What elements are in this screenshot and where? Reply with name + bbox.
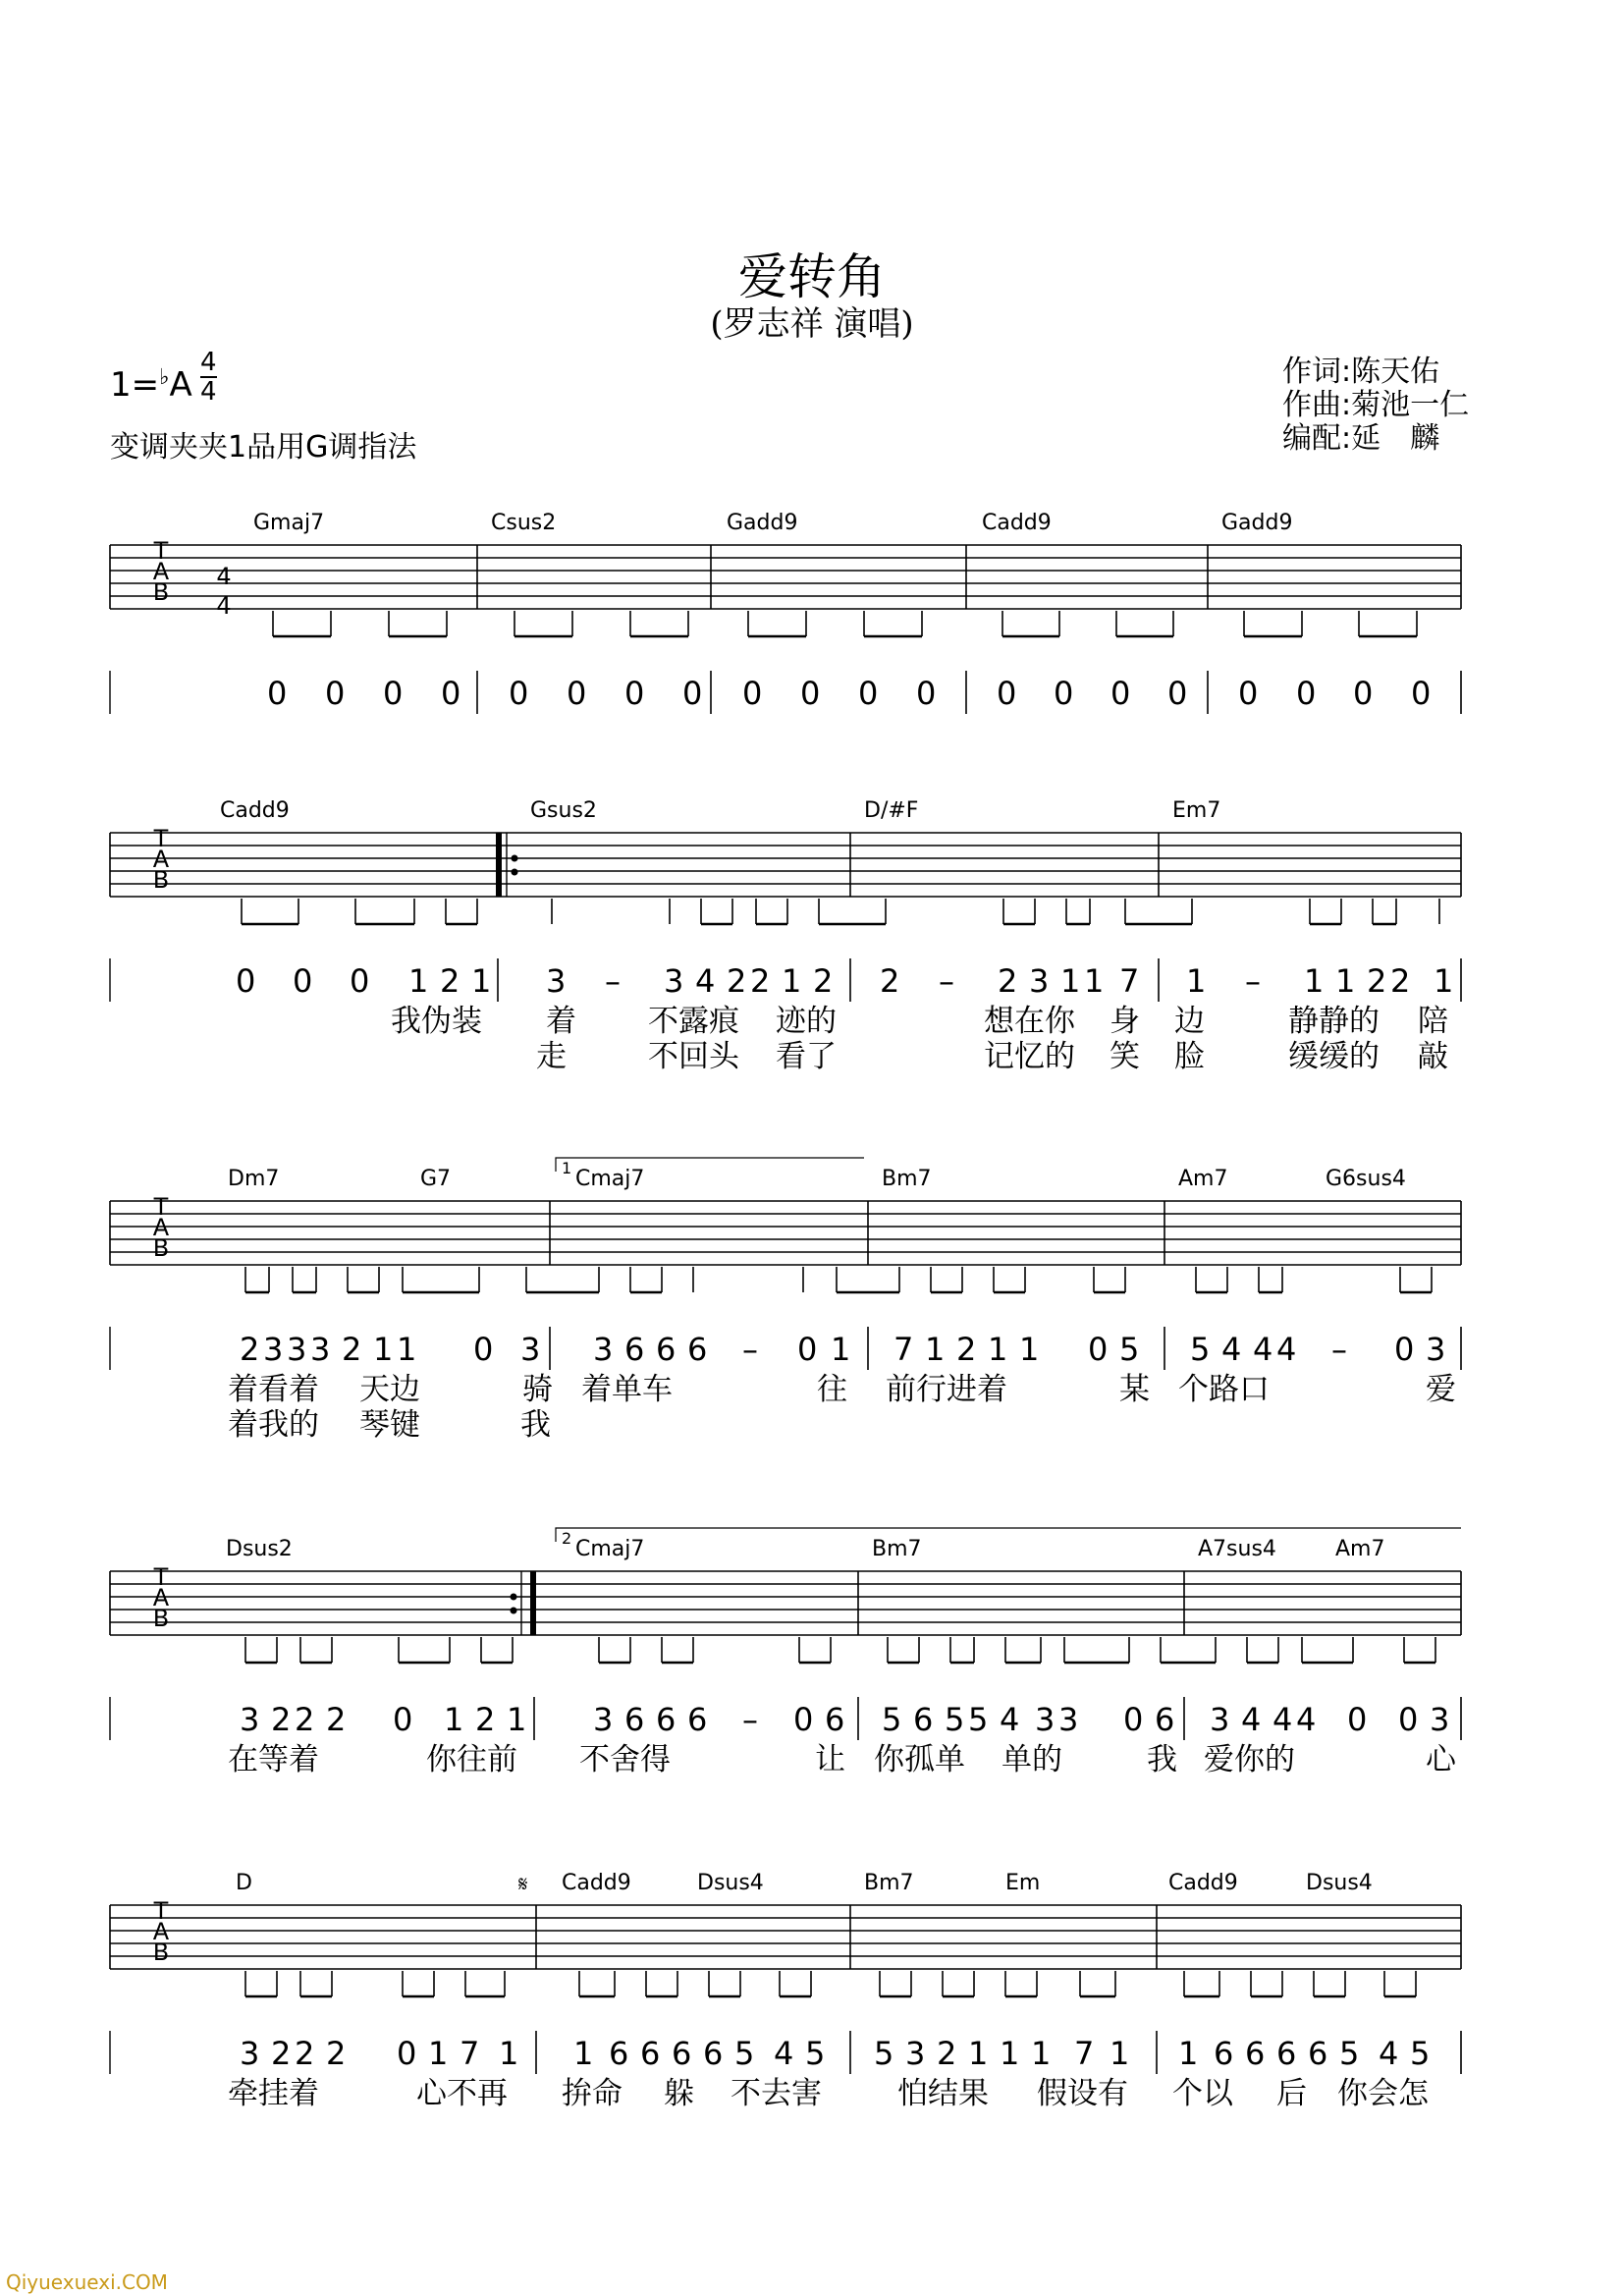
jianpu-note: 4 bbox=[1296, 1701, 1317, 1738]
tab-clef-letter: A bbox=[152, 1584, 170, 1611]
jianpu-note: 0 bbox=[682, 675, 703, 712]
volta-bracket bbox=[556, 1528, 1461, 1542]
tab-time-top: 4 bbox=[216, 563, 232, 590]
jianpu-note: 3 bbox=[593, 1701, 614, 1738]
jianpu-note: 3 bbox=[263, 1331, 284, 1368]
tab-clef-letter: T bbox=[153, 537, 169, 565]
lyric-verse1: 牵挂着 bbox=[228, 2076, 319, 2111]
jianpu-note: 6 bbox=[1155, 1701, 1175, 1738]
jianpu-note: 1 bbox=[408, 962, 429, 1000]
lyric-verse1: 着看着 bbox=[228, 1372, 319, 1407]
jianpu-note: 0 bbox=[397, 2035, 417, 2072]
jianpu-note: 0 bbox=[383, 675, 404, 712]
lyric-verse2: 看了 bbox=[776, 1039, 837, 1074]
jianpu-note: 5 bbox=[1190, 1331, 1211, 1368]
jianpu-note: 2 bbox=[271, 1701, 292, 1738]
jianpu-note: 2 bbox=[750, 962, 771, 1000]
jianpu-note: 0 bbox=[1411, 675, 1432, 712]
lyric-verse2: 着我的 bbox=[228, 1407, 319, 1443]
lyric-verse1: 不去害 bbox=[731, 2076, 822, 2111]
chord-symbol: Bm7 bbox=[882, 1167, 932, 1191]
lyric-verse2: 脸 bbox=[1174, 1039, 1205, 1074]
jianpu-note: 3 bbox=[1430, 1701, 1450, 1738]
repeat-start-thick-bar bbox=[496, 833, 502, 897]
tab-clef-letter: A bbox=[152, 846, 170, 873]
chord-symbol: Dm7 bbox=[228, 1167, 280, 1191]
jianpu-note: 4 bbox=[1253, 1331, 1273, 1368]
chord-symbol: Dsus2 bbox=[226, 1537, 293, 1561]
lyric-verse1: 个路口 bbox=[1178, 1372, 1270, 1407]
jianpu-note: 3 bbox=[520, 1331, 541, 1368]
jianpu-note: 1 bbox=[1110, 2035, 1130, 2072]
chord-symbol: Cadd9 bbox=[220, 798, 290, 823]
jianpu-note: 1 bbox=[428, 2035, 449, 2072]
chord-symbol: Bm7 bbox=[872, 1537, 922, 1561]
jianpu-note: 1 bbox=[1060, 962, 1081, 1000]
jianpu-note: 5 bbox=[968, 1701, 989, 1738]
jianpu-note: 2 bbox=[998, 962, 1018, 1000]
jianpu-note: 2 bbox=[956, 1331, 977, 1368]
repeat-dot bbox=[511, 1594, 517, 1601]
jianpu-note: 6 bbox=[672, 2035, 692, 2072]
jianpu-note: 7 bbox=[1074, 2035, 1095, 2072]
jianpu-note: 0 bbox=[1088, 1331, 1109, 1368]
chord-symbol: Cadd9 bbox=[1168, 1871, 1238, 1895]
jianpu-note: 0 bbox=[441, 675, 461, 712]
song-title: 爱转角 bbox=[738, 248, 886, 305]
lyric-verse2: 记忆的 bbox=[984, 1039, 1075, 1074]
tab-clef-letter: B bbox=[152, 1234, 170, 1262]
lyric-verse1: 着 bbox=[546, 1004, 576, 1039]
chord-symbol: Em bbox=[1005, 1871, 1041, 1895]
jianpu-note: 0 bbox=[325, 675, 346, 712]
jianpu-note: 1 bbox=[1084, 962, 1105, 1000]
jianpu-note: 5 bbox=[1339, 2035, 1360, 2072]
jianpu-note: 1 bbox=[1031, 2035, 1052, 2072]
chord-symbol: Csus2 bbox=[491, 511, 557, 535]
tab-clef-letter: B bbox=[152, 1939, 170, 1966]
jianpu-note: 2 bbox=[1367, 962, 1387, 1000]
jianpu-note: 6 bbox=[656, 1331, 677, 1368]
jianpu-note: 4 bbox=[695, 962, 716, 1000]
jianpu-note: 0 bbox=[1347, 1701, 1368, 1738]
jianpu-note: 3 bbox=[664, 962, 684, 1000]
repeat-dot bbox=[512, 855, 518, 862]
jianpu-note: 3 bbox=[240, 2035, 260, 2072]
jianpu-note: 7 bbox=[893, 1331, 914, 1368]
jianpu-note: 6 bbox=[1214, 2035, 1234, 2072]
jianpu-note: 1 bbox=[499, 2035, 519, 2072]
jianpu-note: 5 bbox=[1410, 2035, 1431, 2072]
jianpu-note: 6 bbox=[703, 2035, 724, 2072]
jianpu-note: 0 bbox=[293, 962, 313, 1000]
lyric-verse2: 敲 bbox=[1418, 1039, 1448, 1074]
jianpu-note: 1 bbox=[397, 1331, 417, 1368]
composer: 作曲:菊池一仁 bbox=[1282, 388, 1470, 422]
lyric-verse1: 在等着 bbox=[228, 1742, 319, 1777]
jianpu-note: 0 bbox=[509, 675, 529, 712]
jianpu-note: 6 bbox=[913, 1701, 934, 1738]
lyric-verse1: 着单车 bbox=[581, 1372, 673, 1407]
tab-clef-letter: T bbox=[153, 1563, 169, 1591]
jianpu-note: 2 bbox=[1390, 962, 1411, 1000]
jianpu-note: 4 bbox=[1221, 1331, 1242, 1368]
lyric-verse1: 骑 bbox=[522, 1372, 553, 1407]
jianpu-note: – bbox=[742, 1701, 758, 1738]
jianpu-note: 0 bbox=[1054, 675, 1074, 712]
jianpu-note: 2 bbox=[727, 962, 747, 1000]
lyric-verse1: 前行进着 bbox=[886, 1372, 1007, 1407]
jianpu-note: 4 bbox=[1272, 1701, 1293, 1738]
jianpu-note: 3 bbox=[1210, 1701, 1230, 1738]
jianpu-note: – bbox=[1245, 962, 1261, 1000]
jianpu-note: 0 bbox=[1123, 1701, 1144, 1738]
jianpu-note: 5 bbox=[805, 2035, 826, 2072]
jianpu-note: 0 bbox=[1167, 675, 1188, 712]
jianpu-note: 2 bbox=[880, 962, 900, 1000]
chord-symbol: Am7 bbox=[1178, 1167, 1228, 1191]
jianpu-note: 0 bbox=[1110, 675, 1131, 712]
lyric-verse1: 我伪装 bbox=[391, 1004, 482, 1039]
chord-symbol: A7sus4 bbox=[1198, 1537, 1276, 1561]
lyric-verse2: 不回头 bbox=[648, 1039, 739, 1074]
lyric-verse1: 你会怎 bbox=[1337, 2076, 1429, 2111]
jianpu-note: 1 bbox=[1434, 962, 1454, 1000]
volta-number: 1 bbox=[562, 1159, 572, 1177]
jianpu-note: – bbox=[742, 1331, 758, 1368]
jianpu-note: – bbox=[605, 962, 621, 1000]
jianpu-note: 0 bbox=[350, 962, 370, 1000]
tab-clef-letter: A bbox=[152, 558, 170, 585]
jianpu-note: 1 bbox=[573, 2035, 594, 2072]
jianpu-note: 5 bbox=[1119, 1331, 1140, 1368]
jianpu-note: 6 bbox=[687, 1331, 708, 1368]
time-signature-bottom: 4 bbox=[200, 377, 217, 407]
site-watermark: Qiyuexuexi.COM bbox=[6, 2270, 168, 2294]
jianpu-note: 6 bbox=[656, 1701, 677, 1738]
jianpu-note: 6 bbox=[687, 1701, 708, 1738]
chord-symbol: Gmaj7 bbox=[253, 511, 325, 535]
lyric-verse1: 往 bbox=[817, 1372, 847, 1407]
jianpu-note: 0 bbox=[1398, 1701, 1419, 1738]
jianpu-note: 1 bbox=[1304, 962, 1325, 1000]
lyric-verse1: 不舍得 bbox=[579, 1742, 671, 1777]
jianpu-note: 6 bbox=[624, 1701, 645, 1738]
jianpu-note: 4 bbox=[1276, 1331, 1297, 1368]
jianpu-note: 6 bbox=[825, 1701, 845, 1738]
chord-symbol: D bbox=[236, 1871, 252, 1895]
chord-symbol: G6sus4 bbox=[1326, 1167, 1406, 1191]
lyric-verse1: 静静的 bbox=[1288, 1004, 1380, 1039]
tab-clef-letter: T bbox=[153, 1897, 169, 1925]
tab-clef-letter: B bbox=[152, 578, 170, 606]
jianpu-note: 2 bbox=[295, 2035, 315, 2072]
jianpu-note: 1 bbox=[925, 1331, 946, 1368]
jianpu-note: 1 bbox=[444, 1701, 464, 1738]
lyric-verse1: 假设有 bbox=[1037, 2076, 1128, 2111]
jianpu-note: 1 bbox=[471, 962, 492, 1000]
jianpu-note: 6 bbox=[609, 2035, 629, 2072]
jianpu-note: 3 bbox=[240, 1701, 260, 1738]
jianpu-note: 6 bbox=[1245, 2035, 1266, 2072]
jianpu-note: 1 bbox=[373, 1331, 394, 1368]
jianpu-note: 0 bbox=[997, 675, 1017, 712]
jianpu-note: 5 bbox=[882, 1701, 902, 1738]
jianpu-note: 0 bbox=[267, 675, 288, 712]
lyric-verse1: 身 bbox=[1110, 1004, 1140, 1039]
time-signature-top: 4 bbox=[200, 348, 217, 377]
jianpu-note: 2 bbox=[295, 1701, 315, 1738]
jianpu-note: 0 bbox=[1296, 675, 1317, 712]
volta-number: 2 bbox=[562, 1529, 572, 1548]
jianpu-note: 1 bbox=[968, 2035, 989, 2072]
jianpu-note: 6 bbox=[624, 1331, 645, 1368]
jianpu-note: 1 bbox=[831, 1331, 851, 1368]
lyric-verse1: 个以 bbox=[1172, 2076, 1233, 2111]
jianpu-note: 6 bbox=[640, 2035, 661, 2072]
jianpu-note: 7 bbox=[1119, 962, 1140, 1000]
jianpu-note: 0 bbox=[1394, 1331, 1415, 1368]
jianpu-note: 1 bbox=[1019, 1331, 1040, 1368]
lyric-verse2: 缓缓的 bbox=[1288, 1039, 1380, 1074]
lyric-verse2: 琴键 bbox=[359, 1407, 420, 1443]
jianpu-note: 2 bbox=[813, 962, 834, 1000]
jianpu-note: 0 bbox=[797, 1331, 818, 1368]
lyric-verse1: 想在你 bbox=[984, 1004, 1075, 1039]
jianpu-note: 0 bbox=[916, 675, 937, 712]
jianpu-note: 0 bbox=[236, 962, 256, 1000]
jianpu-note: 4 bbox=[1000, 1701, 1020, 1738]
tab-clef-letter: T bbox=[153, 1193, 169, 1221]
tab-clef-letter: B bbox=[152, 1605, 170, 1632]
jianpu-note: 2 bbox=[440, 962, 460, 1000]
lyric-verse2: 我 bbox=[520, 1407, 551, 1443]
chord-symbol: Cadd9 bbox=[562, 1871, 631, 1895]
lyric-verse1: 陪 bbox=[1418, 1004, 1448, 1039]
jianpu-note: 0 bbox=[858, 675, 879, 712]
repeat-end-thick-bar bbox=[530, 1571, 536, 1635]
jianpu-note: 0 bbox=[393, 1701, 413, 1738]
lyric-verse1: 我 bbox=[1147, 1742, 1177, 1777]
lyric-verse1: 某 bbox=[1119, 1372, 1150, 1407]
jianpu-note: 6 bbox=[1308, 2035, 1328, 2072]
chord-symbol: Dsus4 bbox=[697, 1871, 764, 1895]
jianpu-note: 1 bbox=[1000, 2035, 1020, 2072]
jianpu-note: 1 bbox=[1186, 962, 1207, 1000]
jianpu-note: 4 bbox=[1379, 2035, 1399, 2072]
jianpu-note: 2 bbox=[271, 2035, 292, 2072]
song-subtitle: (罗志祥 演唱) bbox=[710, 304, 914, 344]
lyric-verse1: 单的 bbox=[1001, 1742, 1062, 1777]
tab-clef-letter: T bbox=[153, 825, 169, 852]
lyric-verse1: 怕结果 bbox=[897, 2076, 989, 2111]
jianpu-note: 1 bbox=[988, 1331, 1008, 1368]
lyric-verse1: 后 bbox=[1276, 2076, 1307, 2111]
jianpu-note: 3 bbox=[1058, 1701, 1079, 1738]
repeat-dot bbox=[511, 1608, 517, 1614]
tab-clef-letter: A bbox=[152, 1918, 170, 1945]
lyric-verse1: 心不再 bbox=[416, 2076, 508, 2111]
lyric-verse1: 拚命 bbox=[562, 2076, 623, 2111]
jianpu-note: 2 bbox=[240, 1331, 260, 1368]
jianpu-note: 0 bbox=[1238, 675, 1259, 712]
jianpu-note: 5 bbox=[945, 1701, 965, 1738]
chord-symbol: Dsus4 bbox=[1306, 1871, 1373, 1895]
tab-clef-letter: B bbox=[152, 866, 170, 894]
jianpu-note: 3 bbox=[310, 1331, 331, 1368]
lyric-verse1: 你孤单 bbox=[874, 1742, 965, 1777]
arranger: 编配:延 麟 bbox=[1282, 421, 1440, 456]
jianpu-note: 0 bbox=[473, 1331, 494, 1368]
jianpu-note: 1 bbox=[1335, 962, 1356, 1000]
jianpu-note: 1 bbox=[782, 962, 802, 1000]
chord-symbol: Gadd9 bbox=[727, 511, 798, 535]
lyric-verse1: 让 bbox=[815, 1742, 845, 1777]
key-note: A bbox=[169, 365, 192, 405]
jianpu-note: 7 bbox=[460, 2035, 480, 2072]
key-flat: ♭ bbox=[159, 365, 170, 390]
jianpu-note: 2 bbox=[937, 2035, 957, 2072]
jianpu-note: 3 bbox=[1426, 1331, 1446, 1368]
key-label: 1= bbox=[110, 365, 160, 405]
capo-instruction: 变调夹夹1品用G调指法 bbox=[110, 430, 417, 464]
jianpu-note: 4 bbox=[774, 2035, 794, 2072]
jianpu-note: 0 bbox=[800, 675, 821, 712]
jianpu-note: 3 bbox=[1035, 1701, 1056, 1738]
chord-symbol: Bm7 bbox=[864, 1871, 914, 1895]
jianpu-note: 0 bbox=[742, 675, 763, 712]
jianpu-note: 3 bbox=[287, 1331, 307, 1368]
jianpu-note: 0 bbox=[1353, 675, 1374, 712]
jianpu-note: 2 bbox=[475, 1701, 496, 1738]
jianpu-note: 2 bbox=[326, 2035, 347, 2072]
chord-symbol: Cadd9 bbox=[982, 511, 1052, 535]
jianpu-note: 0 bbox=[793, 1701, 814, 1738]
lyric-verse1: 不露痕 bbox=[648, 1004, 739, 1039]
lyric-verse1: 你往前 bbox=[426, 1742, 517, 1777]
jianpu-note: 2 bbox=[326, 1701, 347, 1738]
jianpu-note: 3 bbox=[546, 962, 567, 1000]
jianpu-note: 6 bbox=[1276, 2035, 1297, 2072]
tab-time-bottom: 4 bbox=[216, 592, 232, 620]
lyric-verse2: 走 bbox=[536, 1039, 567, 1074]
jianpu-note: 3 bbox=[593, 1331, 614, 1368]
chord-symbol: Cmaj7 bbox=[575, 1167, 645, 1191]
jianpu-note: 4 bbox=[1241, 1701, 1262, 1738]
jianpu-note: 1 bbox=[507, 1701, 527, 1738]
chord-symbol: Am7 bbox=[1335, 1537, 1385, 1561]
chord-symbol: Gsus2 bbox=[530, 798, 597, 823]
lyric-verse1: 心 bbox=[1426, 1742, 1456, 1777]
lyric-verse1: 边 bbox=[1174, 1004, 1205, 1039]
jianpu-note: 3 bbox=[1029, 962, 1050, 1000]
lyricist: 作词:陈天佑 bbox=[1282, 355, 1440, 389]
chord-symbol: Gadd9 bbox=[1221, 511, 1293, 535]
tab-clef-letter: A bbox=[152, 1214, 170, 1241]
lyric-verse2: 笑 bbox=[1110, 1039, 1140, 1074]
lyric-verse1: 躲 bbox=[664, 2076, 694, 2111]
segno-sign: 𝄋 bbox=[518, 1873, 528, 1897]
chord-symbol: Cmaj7 bbox=[575, 1537, 645, 1561]
jianpu-note: – bbox=[1331, 1331, 1347, 1368]
lyric-verse1: 爱 bbox=[1426, 1372, 1456, 1407]
lyric-verse1: 天边 bbox=[359, 1372, 420, 1407]
chord-symbol: G7 bbox=[420, 1167, 452, 1191]
jianpu-note: 5 bbox=[734, 2035, 755, 2072]
chord-symbol: Em7 bbox=[1172, 798, 1221, 823]
jianpu-note: 0 bbox=[624, 675, 645, 712]
jianpu-note: 5 bbox=[874, 2035, 894, 2072]
lyric-verse1: 爱你的 bbox=[1204, 1742, 1295, 1777]
repeat-dot bbox=[512, 869, 518, 876]
lyric-verse1: 迹的 bbox=[776, 1004, 837, 1039]
jianpu-note: 1 bbox=[1178, 2035, 1199, 2072]
jianpu-note: 2 bbox=[342, 1331, 362, 1368]
jianpu-note: 3 bbox=[905, 2035, 926, 2072]
jianpu-note: – bbox=[939, 962, 954, 1000]
jianpu-note: 0 bbox=[567, 675, 587, 712]
chord-symbol: D/#F bbox=[864, 798, 919, 823]
